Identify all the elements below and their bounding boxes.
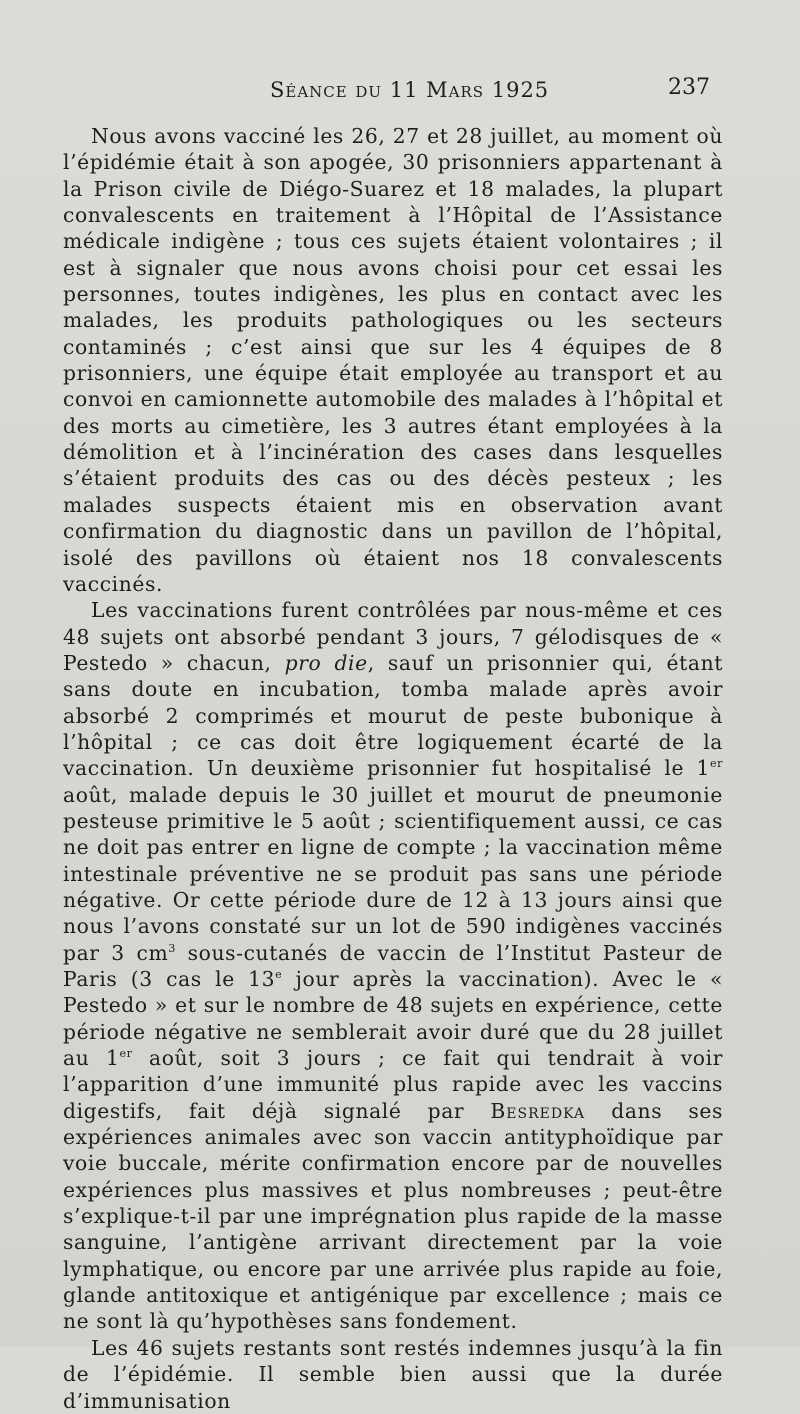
page-header [60,75,710,108]
superscript-er-1: er [710,757,723,771]
running-title: Séance du 11 Mars 1925 [270,78,550,102]
paragraph-2-text-b: , sauf un prisonnier qui, étant sans doute en incubation, tomba malade après avoir absorbé 2 comprimés et mourut de peste bubonique à l’hôpital ; ce cas doit être logiquement écarté de la vaccination. Un deuxième prisonnier fut hospitalisé le 1 [63,650,723,781]
paragraph-2-text-a: Les vaccinations furent contrôlées par nous-même et ces 48 sujets ont absorbé pendant 3 jours, 7 gélodisques de « Pestedo » chacun, [63,598,723,675]
superscript-cube: 3 [168,941,176,955]
paragraph-2-text-f: août, soit 3 jours ; ce fait qui tendrait à voir l’apparition d’une immunité plus rapide avec les vaccins digestifs, fait déjà signalé par [63,1046,723,1123]
body-text [63,123,723,1414]
paragraph-1-text: Nous avons vacciné les 26, 27 et 28 juillet, au moment où l’épidémie était à son apogée, 30 prisonniers appartenant à la Prison civile de Diégo-Suarez et 18 malades, la plupart convalescents en traitement à l’Hôpital de l’Assistance médicale indigène ; tous ces sujets étaient volontaires ; il est à signaler que nous avons choisi pour cet essai les personnes, toutes indigènes, les plus en contact avec les malades, les produits pathologiques ou les secteurs contaminés ; c’est ainsi que sur les 4 équipes de 8 prisonniers, une équipe était employée au transport et au convoi en camionnette automobile des malades à l’hôpital et des morts au cimetière, les 3 autres étant employées à la démolition et à l’incinération des cases dans lesquelles s’étaient produits des cas ou des décès pesteux ; les malades suspects étaient mis en observation avant confirmation du diagnostic dans un pavillon de l’hôpital, isolé des pavillons où étaient nos 18 convalescents vaccinés. [63,124,723,596]
page-number: 237 [668,75,710,100]
superscript-er-2: er [119,1047,133,1061]
superscript-e: e [275,968,283,982]
paragraph-2-text-c: août, malade depuis le 30 juillet et mourut de pneumonie pesteuse primitive le 5 août ; scientifiquement aussi, ce cas ne doit pas entrer en ligne de compte ; la vaccination même intestinale préventive ne se produit pas sans une période négative. Or cette période dure de 12 à 13 jours ainsi que nous l’avons constaté sur un lot de 590 indigènes vaccinés par 3 cm [63,782,723,965]
author-name-besredka: Besredka [490,1098,586,1123]
paragraph-2-text-g: dans ses expériences animales avec son vaccin antityphoïdique par voie buccale, mérite confirmation encore par de nouvelles expériences plus massives et plus nombreuses ; peut-être s’explique-t-il par une imprégnation plus rapide de la masse sanguine, l’antigène arrivant directement par la voie lymphatique, ou encore par une arrivée plus rapide au foie, glande antitoxique et antigénique par excellence ; mais ce ne sont là qu’hypothèses sans fondement. [63,1098,723,1334]
latin-phrase: pro die [284,650,368,675]
paragraph-1 [63,123,723,597]
paragraph-3-text: Les 46 sujets restants sont restés indemnes jusqu’à la fin de l’épidémie. Il semble bien aussi que la durée d’immunisation [63,1335,723,1413]
paragraph-2-text-e: jour après la vaccination). Avec le « Pestedo » et sur le nombre de 48 sujets en expérience, cette période négative ne semblerait avoir duré que du 28 juillet au 1 [63,967,723,1071]
paragraph-2-text-d: sous-cutanés de vaccin de l’Institut Pasteur de Paris (3 cas le 13 [63,940,723,991]
paragraph-2 [63,597,723,1335]
